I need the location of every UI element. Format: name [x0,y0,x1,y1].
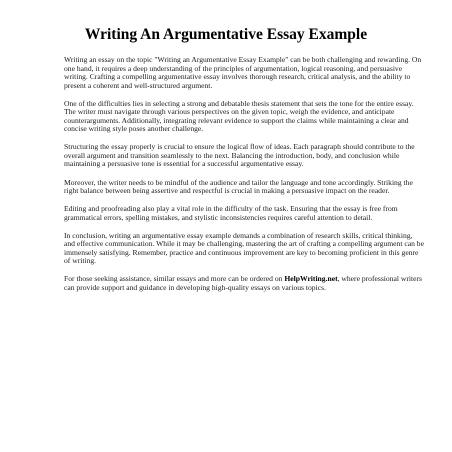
closing-text-before: For those seeking assistance, similar essays and more can be ordered on [64,274,285,284]
document-title: Writing An Argumentative Essay Example [84,26,368,43]
paragraph-editing: Editing and proofreading also play a vital role in the difficulty of the task. Ensuring that the essay is free from grammatical errors, spelling mistakes, and stylistic inconsistencies requires careful attention to detail. [64,204,398,222]
paragraph-structure: Structuring the essay properly is crucial to ensure the logical flow of ideas. Each paragraph should contribute to the overall argument and transition seamlessly to the next. Balancing the introduction, body, and conclusion while maintaining a persuasive tone is essential for a successful argumentative essay. [64,142,415,169]
paragraph-conclusion: In conclusion, writing an argumentative essay example demands a combination of research skills, critical thinking, and effective communication. While it may be challenging, mastering the art of crafting a compelling argument can be immensely satisfying. Remember, practice and continuous improvement are key to becoming proficient in this genre of writing. [64,230,424,266]
document-body [64,56,424,302]
paragraph-closing [64,275,424,292]
paragraph-audience: Moreover, the writer needs to be mindful of the audience and tailor the language and tone accordingly. Striking the right balance between being assertive and respectful is crucial in making a persuasive impact on the reader. [64,177,413,196]
closing-text-after: , where professional writers can provide support and guidance in developing high-quality essays on various topics. [64,274,422,292]
paragraph-thesis-difficulty: One of the difficulties lies in selecting a strong and debatable thesis statement that sets the tone for the entire essay. The writer must navigate through various perspectives on the given topic, weigh the evidence, and anticipate counterarguments. Additionally, integrating relevant evidence to support the claims while maintaining a clear and concise writing style poses another challenge. [64,98,414,134]
helpwriting-link[interactable]: HelpWriting.net [284,274,338,284]
paragraph-intro: Writing an essay on the topic "Writing an Argumentative Essay Example" can be both challenging and rewarding. On one hand, it requires a deep understanding of the principles of argumentation, logical reasoning, and persuasive writing. Crafting a compelling argumentative essay involves thorough research, critical analysis, and the ability to present a coherent and well-structured argument. [64,55,422,90]
